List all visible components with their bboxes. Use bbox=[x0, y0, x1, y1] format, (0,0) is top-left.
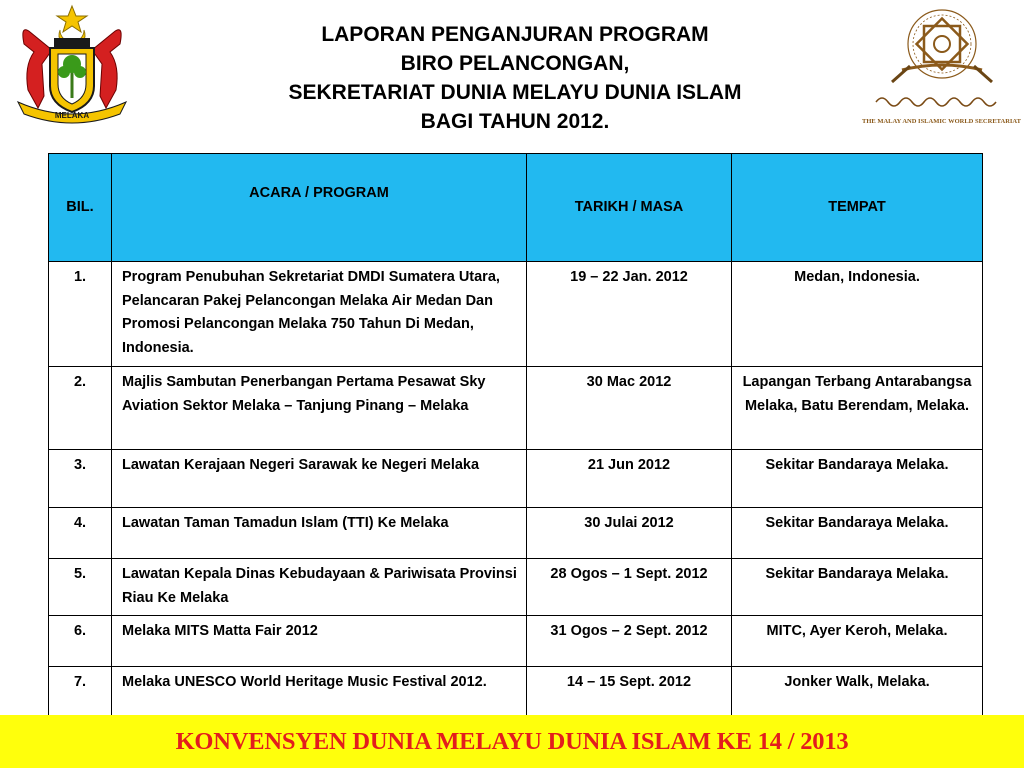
row-tarikh: 30 Mac 2012 bbox=[527, 367, 732, 450]
melaka-coat-of-arms-icon bbox=[8, 4, 136, 126]
row-tempat: Lapangan Terbang Antarabangsa Melaka, Batu Berendam, Melaka. bbox=[732, 367, 983, 450]
row-acara: Lawatan Kerajaan Negeri Sarawak ke Negeri Melaka bbox=[112, 450, 527, 508]
melaka-banner-text: MELAKA bbox=[54, 111, 90, 120]
row-bil: 2. bbox=[49, 367, 112, 450]
table-row bbox=[49, 508, 983, 559]
row-tarikh: 31 Ogos – 2 Sept. 2012 bbox=[527, 616, 732, 667]
row-acara: Program Penubuhan Sekretariat DMDI Sumatera Utara, Pelancaran Pakej Pelancongan Melaka Air Medan Dan Promosi Pelancongan Melaka 750 Tahun Di Medan, Indonesia. bbox=[112, 262, 527, 367]
row-acara: Melaka UNESCO World Heritage Music Festival 2012. bbox=[112, 667, 527, 725]
table-row bbox=[49, 616, 983, 667]
table-row bbox=[49, 367, 983, 450]
header-tarikh: TARIKH / MASA bbox=[527, 154, 732, 262]
table-row bbox=[49, 559, 983, 616]
row-acara: Majlis Sambutan Penerbangan Pertama Pesawat Sky Aviation Sektor Melaka – Tanjung Pinang – Melaka bbox=[112, 367, 527, 450]
title-line-1: LAPORAN PENGANJURAN PROGRAM bbox=[321, 23, 709, 46]
row-bil: 6. bbox=[49, 616, 112, 667]
row-tarikh: 14 – 15 Sept. 2012 bbox=[527, 667, 732, 725]
title-line-4: BAGI TAHUN 2012. bbox=[420, 110, 610, 133]
row-bil: 7. bbox=[49, 667, 112, 725]
row-tempat: Sekitar Bandaraya Melaka. bbox=[732, 559, 983, 616]
row-tarikh: 21 Jun 2012 bbox=[527, 450, 732, 508]
title-line-2: BIRO PELANCONGAN, bbox=[400, 52, 630, 75]
row-tempat: Jonker Walk, Melaka. bbox=[732, 667, 983, 725]
row-tempat: Sekitar Bandaraya Melaka. bbox=[732, 450, 983, 508]
row-tarikh: 30 Julai 2012 bbox=[527, 508, 732, 559]
row-tempat: Sekitar Bandaraya Melaka. bbox=[732, 508, 983, 559]
header-bil: BIL. bbox=[49, 154, 112, 262]
row-acara: Lawatan Kepala Dinas Kebudayaan & Pariwisata Provinsi Riau Ke Melaka bbox=[112, 559, 527, 616]
footer-title: KONVENSYEN DUNIA MELAYU DUNIA ISLAM KE 14 / 2013 bbox=[175, 728, 849, 755]
row-tarikh: 28 Ogos – 1 Sept. 2012 bbox=[527, 559, 732, 616]
row-tempat: Medan, Indonesia. bbox=[732, 262, 983, 367]
dmdi-emblem-icon bbox=[862, 4, 1020, 130]
row-tempat: MITC, Ayer Keroh, Melaka. bbox=[732, 616, 983, 667]
title-line-3: SEKRETARIAT DUNIA MELAYU DUNIA ISLAM bbox=[288, 81, 742, 104]
header-tempat: TEMPAT bbox=[732, 154, 983, 262]
row-bil: 3. bbox=[49, 450, 112, 508]
row-bil: 1. bbox=[49, 262, 112, 367]
row-acara: Lawatan Taman Tamadun Islam (TTI) Ke Melaka bbox=[112, 508, 527, 559]
program-table bbox=[48, 153, 983, 725]
row-tarikh: 19 – 22 Jan. 2012 bbox=[527, 262, 732, 367]
table-row bbox=[49, 262, 983, 367]
table-header-row bbox=[49, 154, 983, 262]
dmdi-caption: THE MALAY AND ISLAMIC WORLD SECRETARIAT bbox=[862, 118, 1021, 125]
table-row bbox=[49, 450, 983, 508]
row-bil: 4. bbox=[49, 508, 112, 559]
page-title bbox=[230, 20, 800, 136]
row-bil: 5. bbox=[49, 559, 112, 616]
row-acara: Melaka MITS Matta Fair 2012 bbox=[112, 616, 527, 667]
header-acara: ACARA / PROGRAM bbox=[112, 154, 527, 262]
